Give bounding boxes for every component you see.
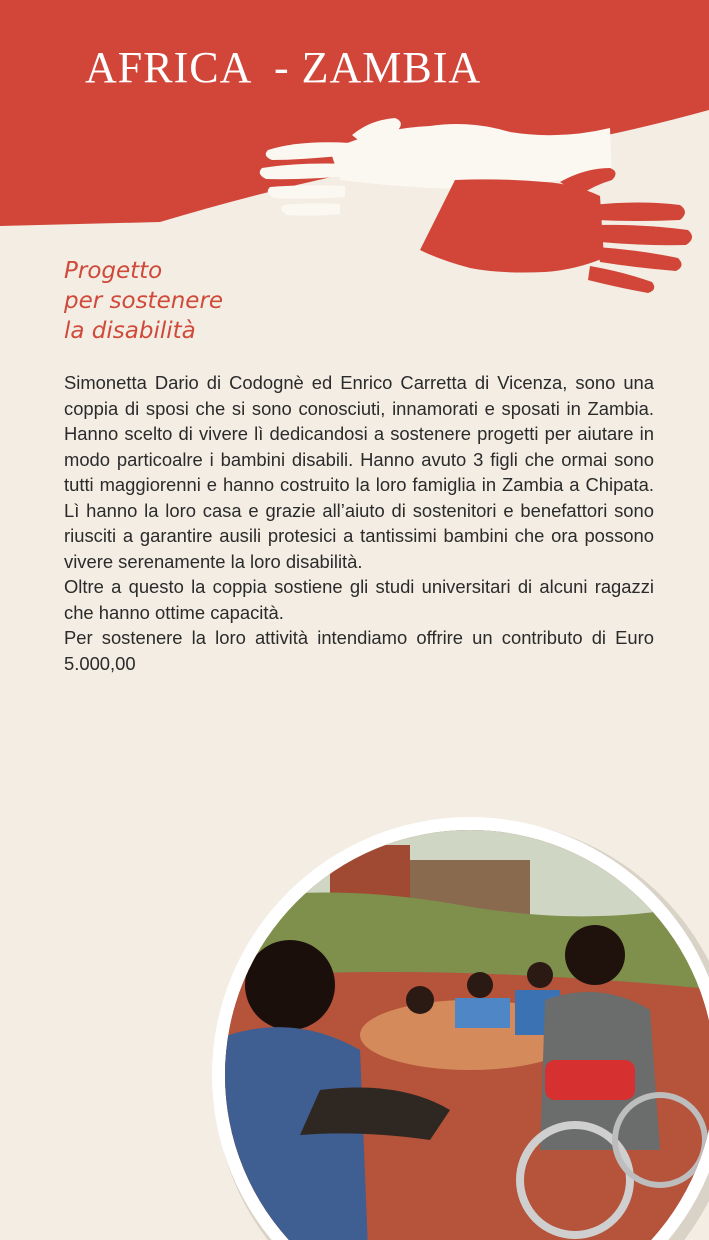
description-text [64,370,654,676]
hand-icon-red [420,168,692,293]
page-title: AFRICA - ZAMBIA [85,43,482,92]
subtitle-line: la disabilità [64,318,196,344]
paragraph: Oltre a questo la coppia sostiene gli studi universitari di alcuni ragazzi che hanno ottime capacità. [64,576,654,623]
paragraph: Simonetta Dario di Codognè ed Enrico Carretta di Vicenza, sono una coppia di sposi che si sono conosciuti, innamorati e sposati in Zambia. Hanno scelto di vivere lì dedicandosi a sostenere progetti per aiutare in modo particoalre i bambini disabili. Hanno avuto 3 figli che ormai sono tutti maggiorenni e hanno costruito la loro famiglia in Zambia a Chipata. Lì hanno la loro casa e grazie all’aiuto di sostenitori e benefattori sono riusciti a garantire ausili protesici a tantissimi bambini che ora possono vivere serenamente la loro disabilità. [64,372,654,572]
header-band [0,0,709,226]
project-subtitle [64,256,223,346]
subtitle-line: per sostenere [64,288,224,314]
paragraph: Per sostenere la loro attività intendiamo offrire un contributo di Euro 5.000,00 [64,627,654,674]
subtitle-line: Progetto [64,258,163,284]
